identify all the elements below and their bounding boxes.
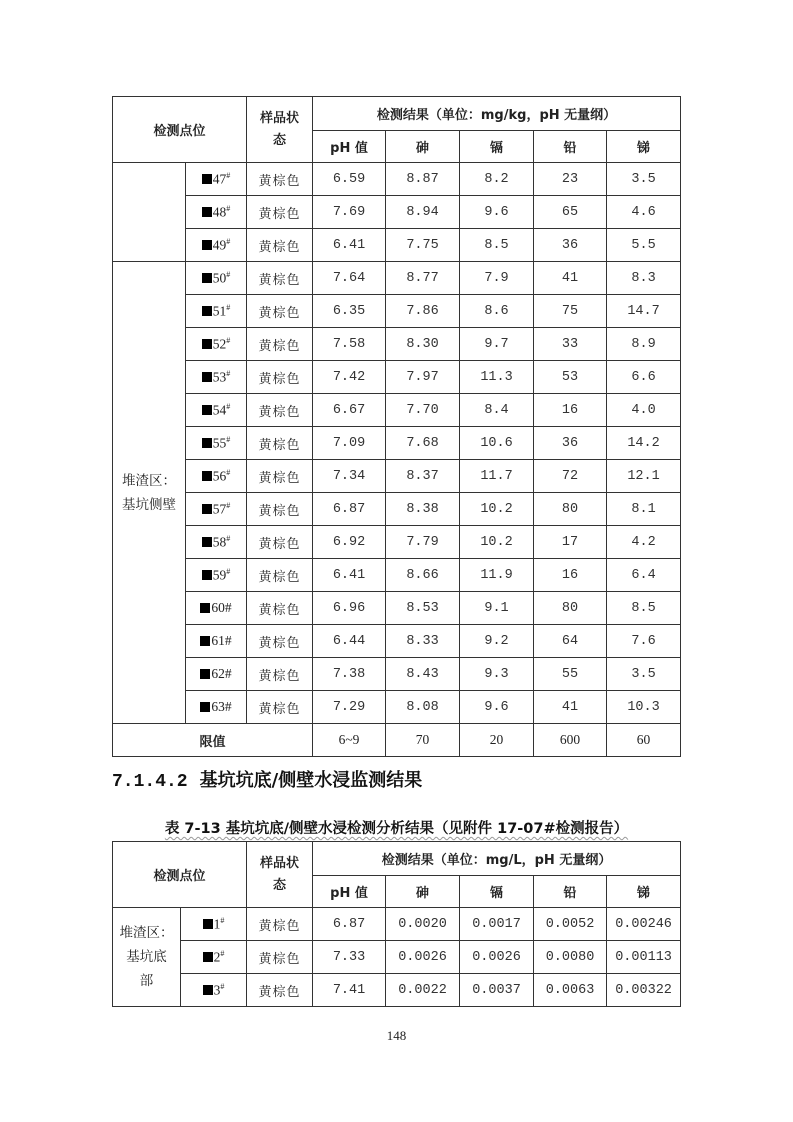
antimony-value: 0.00113 [607, 941, 681, 974]
table-row [113, 295, 681, 328]
lead-value: 0.0063 [534, 974, 607, 1007]
sample-state: 黄棕色 [247, 493, 313, 526]
group-label-line: 堆渣区： [122, 472, 176, 489]
arsenic-value: 0.0022 [386, 974, 460, 1007]
limit-row [113, 724, 681, 757]
antimony-value: 3.5 [607, 658, 681, 691]
header-antimony: 锑 [607, 876, 681, 908]
ph-value: 7.38 [313, 658, 386, 691]
header-ph: pH 值 [313, 131, 386, 163]
group-label [113, 262, 186, 724]
antimony-value: 4.2 [607, 526, 681, 559]
ph-value: 6.59 [313, 163, 386, 196]
point-id [186, 163, 247, 196]
page-number: 148 [386, 1028, 407, 1043]
point-number: 2 [213, 949, 221, 965]
arsenic-value: 8.08 [386, 691, 460, 724]
limit-label: 限值 [113, 724, 313, 757]
table-row [113, 908, 681, 941]
antimony-value: 10.3 [607, 691, 681, 724]
ph-value: 7.41 [313, 974, 386, 1007]
filled-square-icon [200, 702, 210, 712]
cadmium-value: 9.7 [460, 328, 534, 361]
point-id [181, 941, 247, 974]
table-row [113, 559, 681, 592]
header-location: 检测点位 [113, 842, 247, 908]
table-row [113, 427, 681, 460]
limit-ph: 6~9 [313, 724, 386, 757]
antimony-value: 0.00246 [607, 908, 681, 941]
filled-square-icon [200, 669, 210, 679]
limit-arsenic: 70 [386, 724, 460, 757]
arsenic-value: 7.86 [386, 295, 460, 328]
antimony-value: 14.7 [607, 295, 681, 328]
point-id [186, 361, 247, 394]
table-row [113, 941, 681, 974]
sample-state: 黄棕色 [247, 941, 313, 974]
point-suffix: # [226, 368, 231, 378]
ph-value: 7.58 [313, 328, 386, 361]
point-number: 49 [212, 237, 227, 253]
limit-lead: 600 [534, 724, 607, 757]
filled-square-icon [202, 570, 212, 580]
table-row [113, 493, 681, 526]
lead-value: 75 [534, 295, 607, 328]
arsenic-value: 8.53 [386, 592, 460, 625]
lead-value: 53 [534, 361, 607, 394]
point-number: 52 [212, 336, 227, 352]
cadmium-value: 0.0026 [460, 941, 534, 974]
filled-square-icon [203, 952, 213, 962]
point-suffix: # [220, 981, 225, 991]
soil-results-table [112, 96, 681, 757]
filled-square-icon [202, 504, 212, 514]
ph-value: 6.44 [313, 625, 386, 658]
sample-state: 黄棕色 [247, 592, 313, 625]
limit-antimony: 60 [607, 724, 681, 757]
filled-square-icon [202, 339, 212, 349]
lead-value: 23 [534, 163, 607, 196]
group-label-line: 部 [139, 973, 154, 989]
point-id [186, 559, 247, 592]
point-suffix: # [226, 203, 231, 213]
lead-value: 41 [534, 262, 607, 295]
antimony-value: 12.1 [607, 460, 681, 493]
sample-state: 黄棕色 [247, 262, 313, 295]
header-results-title: 检测结果（单位：mg/kg，pH 无量纲） [313, 97, 681, 131]
antimony-value: 4.6 [607, 196, 681, 229]
lead-value: 16 [534, 559, 607, 592]
ph-value: 6.87 [313, 908, 386, 941]
table-row [113, 394, 681, 427]
header-arsenic: 砷 [386, 876, 460, 908]
ph-value: 6.41 [313, 229, 386, 262]
table-row [113, 592, 681, 625]
filled-square-icon [202, 306, 212, 316]
point-id [186, 196, 247, 229]
arsenic-value: 8.87 [386, 163, 460, 196]
antimony-value: 7.6 [607, 625, 681, 658]
section-heading [112, 766, 422, 792]
limit-cadmium: 20 [460, 724, 534, 757]
lead-value: 65 [534, 196, 607, 229]
header-cadmium: 镉 [460, 131, 534, 163]
header-results-title: 检测结果（单位：mg/L，pH 无量纲） [313, 842, 681, 876]
point-suffix: # [226, 401, 231, 411]
table-row [113, 328, 681, 361]
antimony-value: 8.9 [607, 328, 681, 361]
lead-value: 17 [534, 526, 607, 559]
point-suffix: # [226, 170, 231, 180]
arsenic-value: 0.0026 [386, 941, 460, 974]
antimony-value: 6.4 [607, 559, 681, 592]
point-suffix: # [226, 302, 231, 312]
header-location: 检测点位 [113, 97, 247, 163]
cadmium-value: 8.5 [460, 229, 534, 262]
antimony-value: 8.3 [607, 262, 681, 295]
ph-value: 7.33 [313, 941, 386, 974]
sample-state: 黄棕色 [247, 658, 313, 691]
filled-square-icon [200, 636, 210, 646]
sample-state: 黄棕色 [247, 163, 313, 196]
filled-square-icon [202, 174, 212, 184]
lead-value: 55 [534, 658, 607, 691]
point-suffix: # [226, 533, 231, 543]
ph-value: 7.64 [313, 262, 386, 295]
point-id [186, 394, 247, 427]
ph-value: 6.92 [313, 526, 386, 559]
point-suffix: # [226, 269, 231, 279]
sample-state: 黄棕色 [247, 196, 313, 229]
arsenic-value: 8.37 [386, 460, 460, 493]
sample-state: 黄棕色 [247, 691, 313, 724]
filled-square-icon [203, 985, 213, 995]
point-id [186, 658, 247, 691]
arsenic-value: 7.75 [386, 229, 460, 262]
lead-value: 0.0052 [534, 908, 607, 941]
sample-state: 黄棕色 [247, 394, 313, 427]
header-lead: 铅 [534, 131, 607, 163]
point-suffix: # [226, 434, 231, 444]
sample-state: 黄棕色 [247, 427, 313, 460]
sample-state: 黄棕色 [247, 974, 313, 1007]
cadmium-value: 9.6 [460, 691, 534, 724]
point-suffix: # [226, 236, 231, 246]
table-row [113, 196, 681, 229]
section-number: 7.1.4.2 [112, 772, 188, 792]
point-number: 47 [212, 171, 227, 187]
table-row [113, 526, 681, 559]
point-id [186, 592, 247, 625]
ph-value: 7.42 [313, 361, 386, 394]
header-lead: 铅 [534, 876, 607, 908]
ph-value: 7.34 [313, 460, 386, 493]
point-number: 62# [211, 666, 232, 681]
header-sample-state: 样品状态 [247, 842, 313, 908]
filled-square-icon [202, 471, 212, 481]
table-row [113, 262, 681, 295]
point-id [181, 908, 247, 941]
table-row [113, 974, 681, 1007]
lead-value: 41 [534, 691, 607, 724]
header-antimony: 锑 [607, 131, 681, 163]
ph-value: 6.67 [313, 394, 386, 427]
arsenic-value: 7.70 [386, 394, 460, 427]
filled-square-icon [202, 273, 212, 283]
sample-state: 黄棕色 [247, 625, 313, 658]
water-leach-results-table [112, 841, 681, 1007]
table-row [113, 163, 681, 196]
point-id [186, 328, 247, 361]
point-id [186, 460, 247, 493]
point-suffix: # [226, 335, 231, 345]
antimony-value: 14.2 [607, 427, 681, 460]
sample-state: 黄棕色 [247, 328, 313, 361]
cadmium-value: 11.9 [460, 559, 534, 592]
group-label-line: 堆渣区： [119, 925, 174, 941]
point-suffix: # [220, 948, 225, 958]
cadmium-value: 0.0017 [460, 908, 534, 941]
antimony-value: 0.00322 [607, 974, 681, 1007]
point-id [186, 229, 247, 262]
section-title: 基坑坑底/侧壁水浸监测结果 [199, 770, 423, 791]
lead-value: 33 [534, 328, 607, 361]
cadmium-value: 10.6 [460, 427, 534, 460]
arsenic-value: 8.30 [386, 328, 460, 361]
cadmium-value: 8.2 [460, 163, 534, 196]
cadmium-value: 11.7 [460, 460, 534, 493]
point-id [181, 974, 247, 1007]
table-caption [0, 817, 793, 838]
group-cell-blank [113, 163, 186, 262]
table-row [113, 691, 681, 724]
point-number: 50 [212, 270, 227, 286]
ph-value: 6.96 [313, 592, 386, 625]
arsenic-value: 7.79 [386, 526, 460, 559]
cadmium-value: 7.9 [460, 262, 534, 295]
lead-value: 16 [534, 394, 607, 427]
lead-value: 80 [534, 592, 607, 625]
point-id [186, 427, 247, 460]
arsenic-value: 8.38 [386, 493, 460, 526]
header-arsenic: 砷 [386, 131, 460, 163]
arsenic-value: 8.66 [386, 559, 460, 592]
ph-value: 7.29 [313, 691, 386, 724]
cadmium-value: 11.3 [460, 361, 534, 394]
antimony-value: 5.5 [607, 229, 681, 262]
cadmium-value: 9.2 [460, 625, 534, 658]
sample-state: 黄棕色 [247, 526, 313, 559]
point-number: 54 [212, 402, 227, 418]
lead-value: 64 [534, 625, 607, 658]
antimony-value: 3.5 [607, 163, 681, 196]
cadmium-value: 10.2 [460, 526, 534, 559]
group-label-line: 基坑底 [126, 949, 167, 965]
cadmium-value: 8.6 [460, 295, 534, 328]
arsenic-value: 8.43 [386, 658, 460, 691]
point-number: 48 [212, 204, 227, 220]
ph-value: 6.35 [313, 295, 386, 328]
cadmium-value: 8.4 [460, 394, 534, 427]
table-row [113, 229, 681, 262]
point-id [186, 625, 247, 658]
point-number: 55 [212, 435, 227, 451]
lead-value: 0.0080 [534, 941, 607, 974]
table-row [113, 460, 681, 493]
sample-state: 黄棕色 [247, 295, 313, 328]
arsenic-value: 8.33 [386, 625, 460, 658]
header-sample-state: 样品状态 [247, 97, 313, 163]
filled-square-icon [202, 537, 212, 547]
arsenic-value: 7.97 [386, 361, 460, 394]
cadmium-value: 9.1 [460, 592, 534, 625]
antimony-value: 8.5 [607, 592, 681, 625]
point-id [186, 691, 247, 724]
antimony-value: 8.1 [607, 493, 681, 526]
ph-value: 6.87 [313, 493, 386, 526]
filled-square-icon [202, 405, 212, 415]
point-number: 63# [211, 699, 232, 714]
sample-state: 黄棕色 [247, 229, 313, 262]
point-id [186, 526, 247, 559]
point-suffix: # [226, 500, 231, 510]
group-label [113, 908, 181, 1007]
lead-value: 36 [534, 427, 607, 460]
filled-square-icon [202, 240, 212, 250]
arsenic-value: 8.94 [386, 196, 460, 229]
arsenic-value: 7.68 [386, 427, 460, 460]
filled-square-icon [200, 603, 210, 613]
ph-value: 7.69 [313, 196, 386, 229]
sample-state: 黄棕色 [247, 559, 313, 592]
point-suffix: # [226, 467, 231, 477]
ph-value: 6.41 [313, 559, 386, 592]
arsenic-value: 0.0020 [386, 908, 460, 941]
table-row [113, 625, 681, 658]
filled-square-icon [202, 438, 212, 448]
point-number: 53 [212, 369, 227, 385]
filled-square-icon [202, 207, 212, 217]
point-id [186, 295, 247, 328]
header-cadmium: 镉 [460, 876, 534, 908]
lead-value: 36 [534, 229, 607, 262]
point-suffix: # [220, 915, 225, 925]
cadmium-value: 9.3 [460, 658, 534, 691]
filled-square-icon [203, 919, 213, 929]
sample-state: 黄棕色 [247, 361, 313, 394]
group-label-line: 基坑侧壁 [122, 496, 176, 513]
point-number: 58 [212, 534, 227, 550]
point-number: 57 [212, 501, 227, 517]
lead-value: 72 [534, 460, 607, 493]
point-number: 3 [213, 982, 221, 998]
point-number: 51 [212, 303, 227, 319]
filled-square-icon [202, 372, 212, 382]
point-number: 59 [212, 567, 227, 583]
point-number: 1 [213, 916, 221, 932]
point-number: 61# [211, 633, 232, 648]
lead-value: 80 [534, 493, 607, 526]
antimony-value: 6.6 [607, 361, 681, 394]
cadmium-value: 0.0037 [460, 974, 534, 1007]
table-row [113, 658, 681, 691]
cadmium-value: 9.6 [460, 196, 534, 229]
table-row [113, 361, 681, 394]
caption-text: 表 7-13 基坑坑底/侧壁水浸检测分析结果（见附件 17-07#检测报告） [164, 821, 629, 837]
header-ph: pH 值 [313, 876, 386, 908]
point-number: 56 [212, 468, 227, 484]
antimony-value: 4.0 [607, 394, 681, 427]
point-number: 60# [211, 600, 232, 615]
ph-value: 7.09 [313, 427, 386, 460]
sample-state: 黄棕色 [247, 908, 313, 941]
point-id [186, 493, 247, 526]
sample-state: 黄棕色 [247, 460, 313, 493]
cadmium-value: 10.2 [460, 493, 534, 526]
point-id [186, 262, 247, 295]
arsenic-value: 8.77 [386, 262, 460, 295]
point-suffix: # [226, 566, 231, 576]
